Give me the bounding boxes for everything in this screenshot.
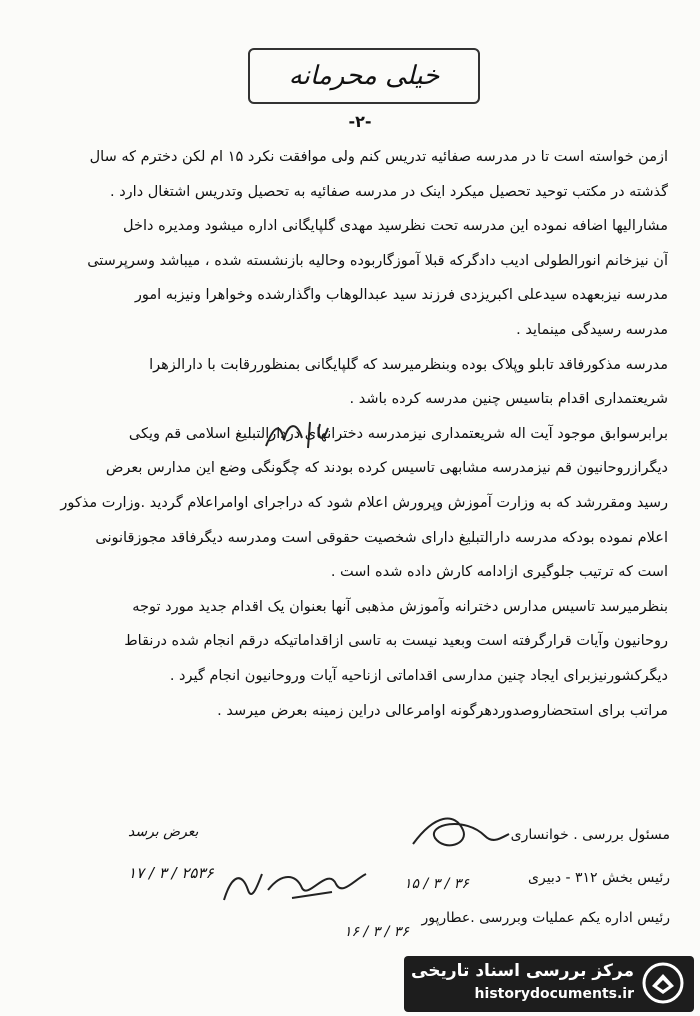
text-line: مدرسه مذکورفاقد تابلو وپلاک بوده وبنظرمیرسد که گلپایگانی بمنظوررقابت با دارالزهرا bbox=[149, 356, 668, 373]
signature-scribble-icon bbox=[262, 860, 372, 906]
text-line: آن نیزخانم انورالطولی ادیب دادگرکه قبلا آموزگاربوده وحالیه بازنشسته شده ، میباشد وسرپرستی bbox=[87, 252, 668, 269]
text-line: برابرسوابق موجود آیت اله شریعتمداری نیزمدرسه دخترانهای دردارالتبلیغ اسلامی قم ویکی bbox=[128, 425, 668, 442]
text-line: مدرسه رسیدگی مینماید . bbox=[516, 321, 668, 338]
paragraph-4 bbox=[52, 590, 668, 694]
signature-text: مسئول بررسی . خوانساری bbox=[510, 827, 670, 843]
text-line: اعلام نموده بودکه مدرسه دارالتبلیغ دارای شخصیت حقوقی است ومدرسه دیگرفاقد مجوزقانونی bbox=[95, 529, 668, 546]
text-line: شریعتمداری اقدام بتاسیس چنین مدرسه کرده باشد . bbox=[349, 391, 668, 408]
page-number: -۲- bbox=[348, 112, 372, 131]
letter-body bbox=[52, 140, 668, 728]
handwritten-date: ۱۶ / ۳ / ۳۶ bbox=[344, 924, 409, 940]
paragraph-2 bbox=[52, 348, 668, 417]
text-line: رسید ومقررشد که به وزارت آموزش وپرورش اعلام شود که دراجرای اوامراعلام گردید .وزارت مذکور bbox=[60, 494, 668, 511]
paragraph-5 bbox=[52, 694, 668, 729]
text-line: مراتب برای استحضاروصدوردهرگونه اوامرعالی دراین زمینه بعرض میرسد . bbox=[217, 702, 668, 719]
paragraph-3 bbox=[52, 417, 668, 590]
watermark-title: مرکز بررسی اسناد تاریخی bbox=[411, 961, 634, 981]
handwritten-mark-icon bbox=[262, 416, 332, 452]
text-line: مشارالیها اضافه نموده این مدرسه تحت نظرسید مهدی گلپایگانی اداره میشود ومدیره داخل bbox=[123, 218, 668, 235]
signature-scribble-icon bbox=[405, 808, 515, 858]
handwritten-date: ۱۷ / ۳ / ۲۵۳۶ bbox=[128, 864, 214, 882]
text-line: روحانیون وآیات قرارگرفته است وبعید نیست به تاسی ازاقداماتیکه درقم انجام شده درنقاط bbox=[124, 633, 668, 650]
signature-text: رئیس اداره یکم عملیات وبررسی .عطارپور bbox=[421, 910, 670, 926]
text-line: است که ترتیب جلوگیری ازادامه کارش داده شده است . bbox=[330, 564, 668, 581]
margin-note: بعرض برسد bbox=[128, 824, 199, 840]
text-line: بنظرمیرسد تاسیس مدارس دخترانه وآموزش مذهبی آنها بعنوان یک اقدام جدید مورد توجه bbox=[132, 598, 668, 615]
watermark-logo bbox=[404, 956, 694, 1012]
classification-stamp-text: خیلی محرمانه bbox=[288, 61, 440, 91]
text-line: دیگرکشورنیزبرای ایجاد چنین مدارسی اقداماتی ازناحیه آیات وروحانیون انجام گیرد . bbox=[169, 667, 668, 684]
text-line: گذشته در مکتب توحید تحصیل میکرد اینک در مدرسه صفائیه به تحصیل وتدریس اشتغال دارد . bbox=[109, 183, 668, 200]
text-line: مدرسه نیزبعهده سیدعلی اکبریزدی فرزند سید عبدالوهاب واگذارشده وخواهرا ونیزبه امور bbox=[134, 287, 668, 304]
watermark-url: historydocuments.ir bbox=[474, 986, 634, 1002]
signature-scribble-icon bbox=[218, 864, 266, 908]
signature-text: رئیس بخش ۳۱۲ - دبیری bbox=[528, 870, 670, 886]
paragraph-1 bbox=[52, 140, 668, 348]
signature-line-3 bbox=[370, 910, 670, 926]
classification-stamp bbox=[248, 48, 480, 104]
handwritten-date: ۱۵ / ۳ / ۳۶ bbox=[404, 876, 469, 892]
text-line: دیگرازروحانیون قم نیزمدرسه مشابهی تاسیس کرده بودند که چگونگی وضع این مدارس بعرض bbox=[105, 460, 668, 477]
archive-logo-icon bbox=[642, 962, 684, 1004]
text-line: ازمن خواسته است تا در مدرسه صفائیه تدریس کنم ولی موافقت نکرد ۱۵ ام لکن دخترم که سال bbox=[89, 149, 668, 165]
